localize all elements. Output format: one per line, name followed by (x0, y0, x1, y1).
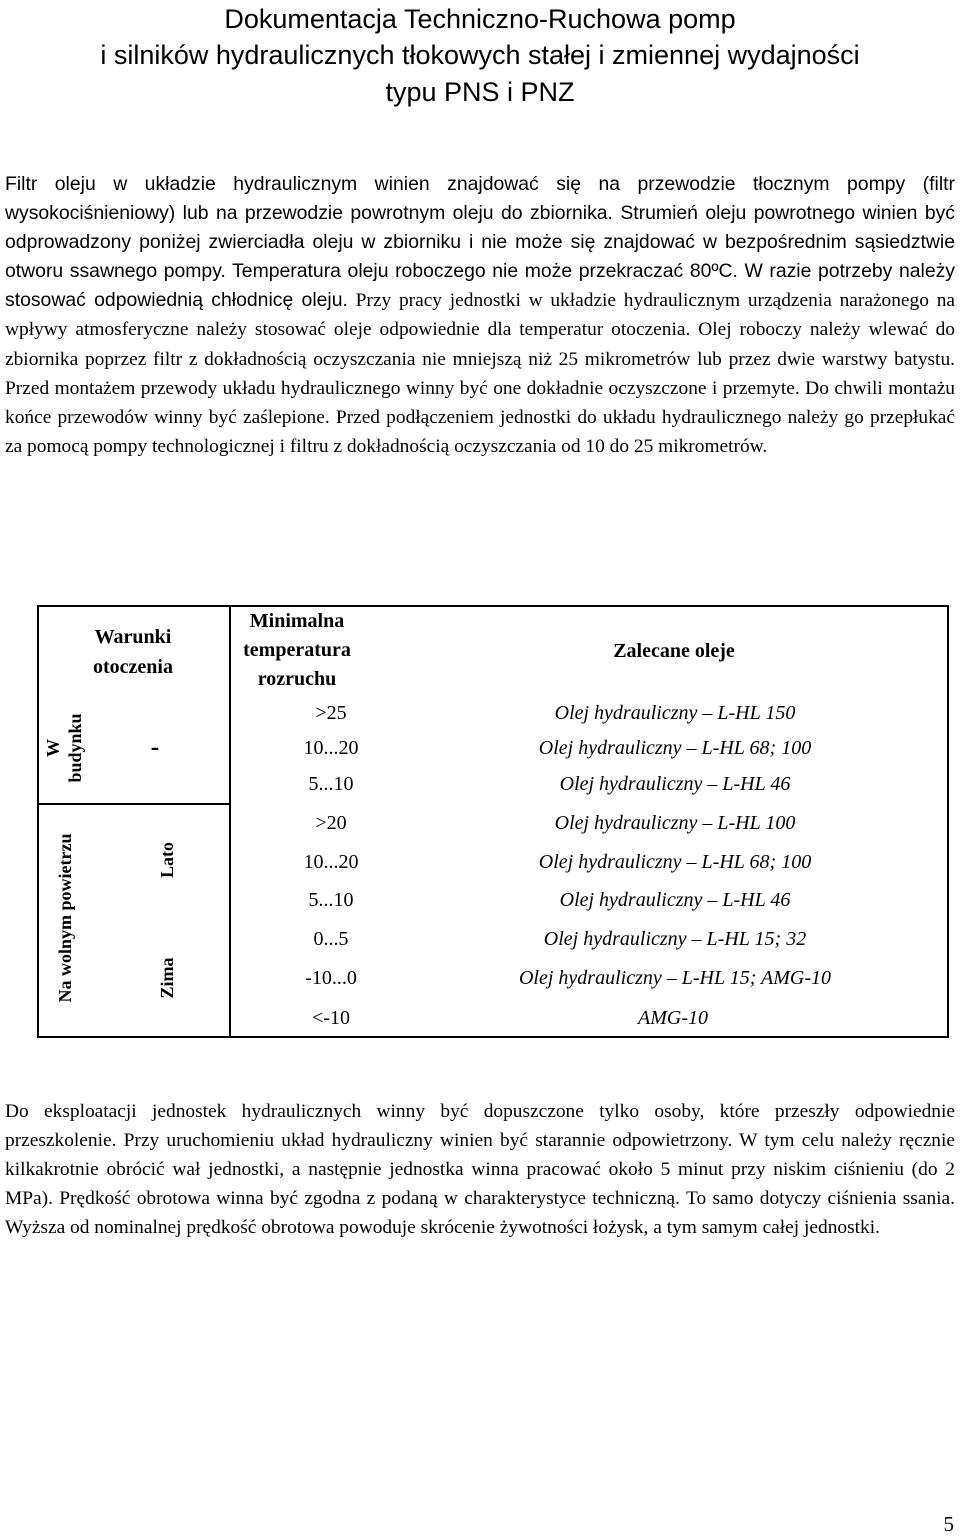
table-border-bottom (37, 1036, 949, 1038)
row-oil: Olej hydrauliczny – L-HL 46 (559, 773, 791, 795)
row-oil: Olej hydrauliczny – L-HL 15; AMG-10 (518, 967, 831, 989)
row-temp: 0...5 (313, 928, 349, 950)
page-number: 5 (943, 1512, 954, 1536)
row-temp: >20 (315, 812, 347, 834)
group-indoor: W budynku (43, 713, 85, 783)
row-oil: Olej hydrauliczny – L-HL 46 (559, 889, 791, 911)
header-min-temp: Minimalna temperatura rozruchu (243, 610, 351, 690)
row-temp: 5...10 (308, 889, 354, 911)
header-conditions: Warunki otoczenia (93, 626, 173, 678)
table-border-top (37, 605, 949, 607)
intro-sentence-sans: Filtr oleju w układzie hydraulicznym winien znajdować się na przewodzie tłocznym pompy (filtr wysokociśnieniowy) lub na przewodzie powrotnym oleju do zbiornika. Strumień oleju powrotnego winien być odprowadzony poniżej zwierciadła oleju w zbiorniku i nie może się znajdować w bezpośrednim sąsiedztwie otworu ssawnego pompy. Temperatura oleju roboczego nie może przekraczać 80ºC. W razie potrzeby należy stosować odpowiednią chłodnicę oleju. (5, 173, 955, 312)
group-outdoor: Na wolnym powietrzu (55, 833, 75, 1003)
row-temp: <-10 (312, 1007, 350, 1029)
table-border-right (947, 605, 949, 1038)
table-divider-group (37, 803, 231, 805)
row-oil: Olej hydrauliczny – L-HL 15; 32 (543, 928, 807, 950)
title-line-3: typu PNS i PNZ (385, 77, 575, 107)
row-oil: Olej hydrauliczny – L-HL 100 (554, 812, 796, 834)
row-oil: AMG-10 (638, 1007, 708, 1029)
row-temp: >25 (315, 702, 347, 724)
intro-sentence-serif: Przy pracy jednostki w układzie hydraulicznym urządzenia narażonego na wpływy atmosferyczne należy stosować oleje odpowiednie dla temperatur otoczenia. Olej roboczy należy wlewać do zbiornika poprzez filtr z dokładnością oczyszczania nie mniejszą niż 25 mikrometrów lub przez dwie warstwy batystu. Przed montażem przewody układu hydraulicznego winny być one dokładnie oczyszczone i przemyte. Do chwili montażu końce przewodów winny być zaślepione. Przed podłączeniem jednostki do układu hydraulicznego należy go przepłukać za pomocą pompy technologicznej i filtru z dokładnością oczyszczania od 10 do 25 mikrometrów. (5, 290, 955, 457)
row-temp: 5...10 (308, 773, 354, 795)
row-temp: 10...20 (303, 851, 359, 873)
group-winter: Zima (157, 957, 177, 999)
row-temp: 10...20 (303, 737, 359, 759)
title-line-2: i silników hydraulicznych tłokowych stałej i zmiennej wydajności (100, 40, 860, 70)
group-indoor-season: - (150, 732, 160, 761)
row-oil: Olej hydrauliczny – L-HL 150 (554, 702, 796, 724)
row-oil: Olej hydrauliczny – L-HL 68; 100 (538, 737, 812, 759)
row-oil: Olej hydrauliczny – L-HL 68; 100 (538, 851, 812, 873)
row-temp: -10...0 (305, 967, 357, 989)
group-summer: Lato (157, 842, 177, 878)
header-oils: Zalecane oleje (613, 640, 735, 662)
title-line-1: Dokumentacja Techniczno-Ruchowa pomp (224, 4, 736, 34)
outro-paragraph: Do eksploatacji jednostek hydraulicznych winny być dopuszczone tylko osoby, które przeszły odpowiednie przeszkolenie. Przy uruchomieniu układ hydrauliczny winien być starannie odpowietrzony. W tym celu należy ręcznie kilkakrotnie obrócić wał jednostki, a następnie jednostka winna pracować około 5 minut przy niskim ciśnieniu (do 2 MPa). Prędkość obrotowa winna być zgodna z podaną w charakterystyce techniczną. To samo dotyczy ciśnienia ssania. Wyższa od nominalnej prędkość obrotowa powoduje skrócenie żywotności łożysk, a tym samym całej jednostki. (5, 1101, 955, 1239)
